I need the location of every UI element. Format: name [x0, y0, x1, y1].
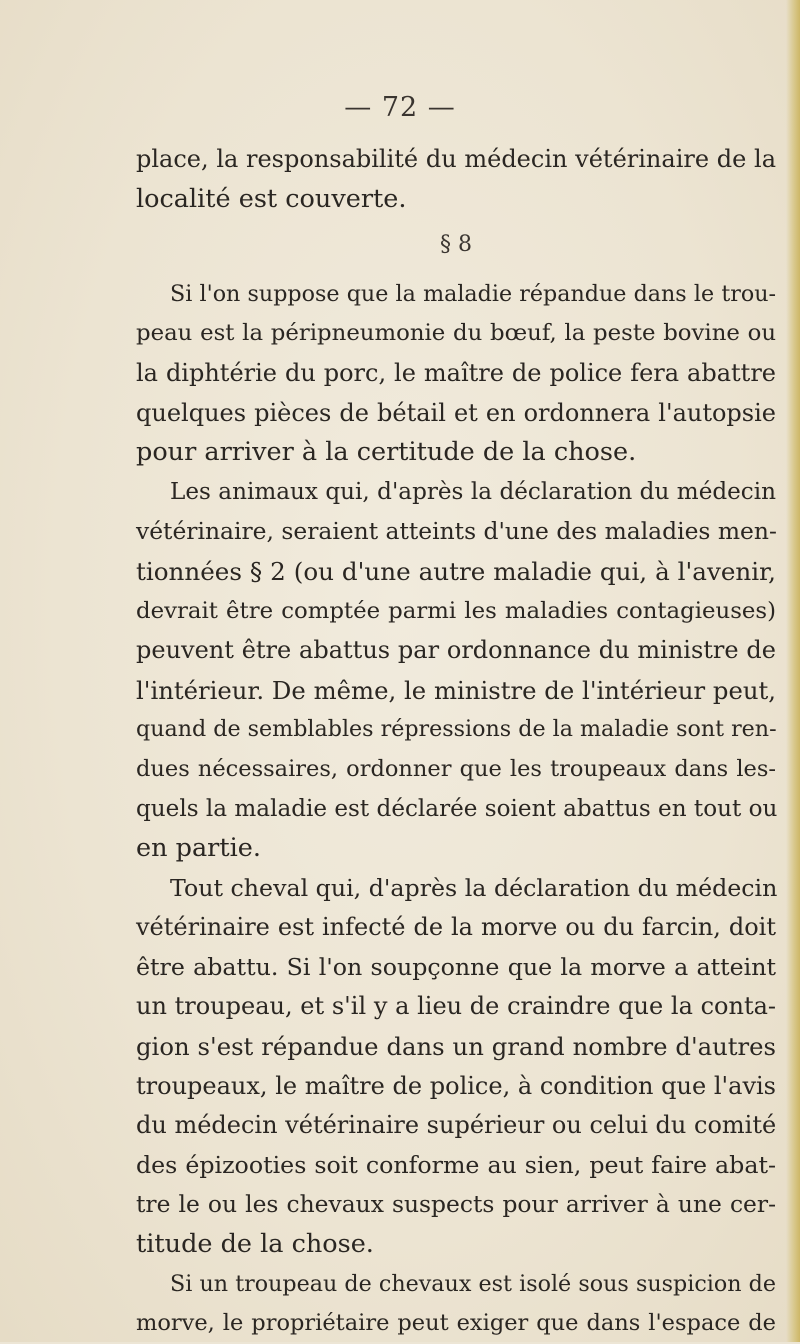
text-line: vétérinaire est infecté de la morve ou du farcin, doit: [136, 913, 776, 942]
text-line: en partie.: [136, 833, 261, 864]
text-line: Si un troupeau de chevaux est isolé sous suspicion de: [170, 1270, 776, 1297]
text-line: l'intérieur. De même, le ministre de l'intérieur peut,: [136, 675, 776, 705]
paragraph: [136, 473, 776, 869]
text-line: tre le ou les chevaux suspects pour arriver à une cer-: [136, 1190, 776, 1219]
text-line: localité est couverte.: [136, 183, 407, 214]
text-line: être abattu. Si l'on soupçonne que la morve a atteint: [136, 952, 776, 981]
text-line: la diphtérie du porc, le maître de police fera abattre: [136, 358, 776, 387]
text-line: pour arriver à la certitude de la chose.: [136, 437, 637, 468]
text-line: titude de la chose.: [136, 1229, 374, 1260]
text-line: devrait être comptée parmi les maladies contagieuses): [136, 597, 776, 624]
text-line: peau est la péripneumonie du bœuf, la peste bovine ou: [136, 320, 776, 347]
text-line: un troupeau, et s'il y a lieu de craindre que la conta-: [136, 992, 776, 1021]
text-line: morve, le propriétaire peut exiger que dans l'espace de: [136, 1310, 776, 1337]
text-line: quand de semblables répressions de la maladie sont ren-: [136, 716, 777, 743]
paragraph: [136, 140, 776, 219]
text-line: Si l'on suppose que la maladie répandue dans le trou-: [170, 280, 776, 307]
text-line: quels la maladie est déclarée soient abattus en tout ou: [136, 795, 778, 822]
text-line: place, la responsabilité du médecin vétérinaire de la: [136, 145, 776, 173]
section-heading: § 8: [440, 232, 472, 258]
text-line: gion s'est répandue dans un grand nombre d'autres: [136, 1032, 776, 1062]
text-line: Les animaux qui, d'après la déclaration du médecin: [170, 478, 776, 505]
text-line: des épizooties soit conforme au sien, peut faire abat-: [136, 1150, 776, 1179]
page-edge-shadow: [786, 0, 800, 1342]
paragraph: [136, 869, 776, 1265]
text-line: vétérinaire, seraient atteints d'une des maladies men-: [136, 517, 777, 546]
text-line: Tout cheval qui, d'après la déclaration du médecin: [170, 873, 778, 902]
paragraph: [136, 275, 776, 473]
text-line: peuvent être abattus par ordonnance du ministre de: [136, 636, 776, 665]
text-line: tionnées § 2 (ou d'une autre maladie qui, à l'avenir,: [136, 556, 776, 586]
body-text: [136, 140, 776, 1344]
text-line: troupeaux, le maître de police, à condition que l'avis: [136, 1071, 776, 1100]
text-line: du médecin vétérinaire supérieur ou celui du comité: [136, 1111, 777, 1140]
paragraph: [136, 1265, 776, 1344]
text-line: quelques pièces de bétail et en ordonnera l'autopsie: [136, 398, 776, 427]
page-number: — 72 —: [344, 92, 456, 123]
text-line: dues nécessaires, ordonner que les troupeaux dans les-: [136, 755, 776, 782]
